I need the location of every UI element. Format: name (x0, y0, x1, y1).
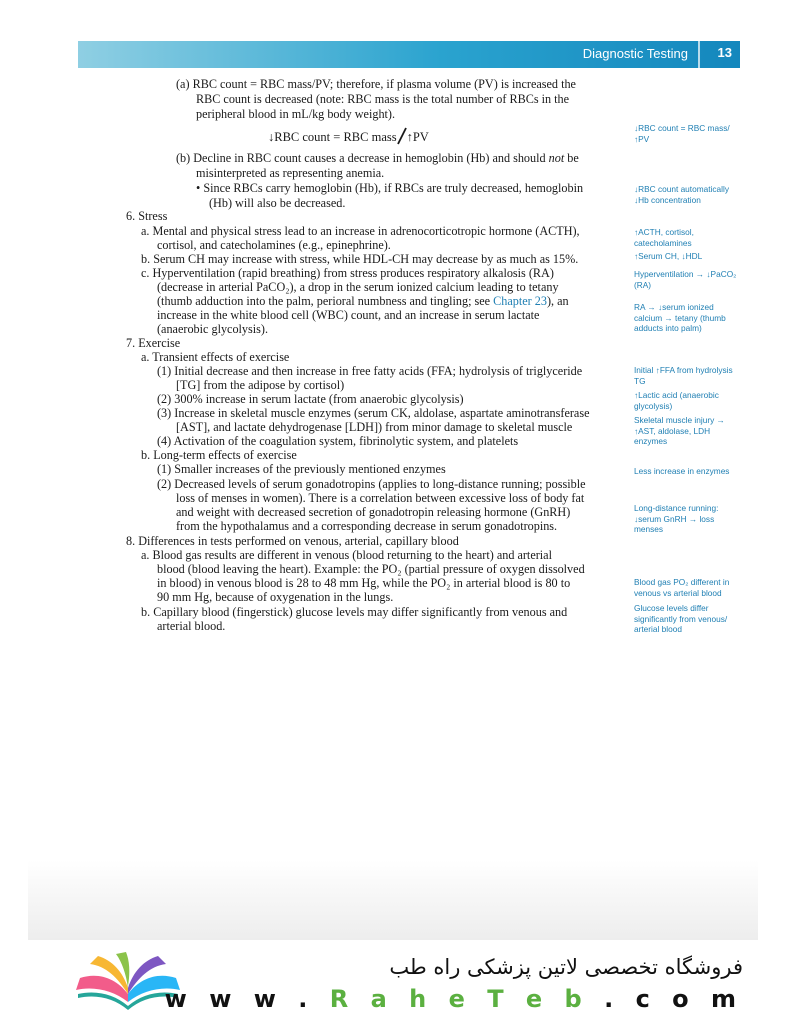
section-7-heading: 7. Exercise (126, 336, 181, 350)
page-header (78, 41, 740, 68)
header-separator (698, 41, 700, 68)
margin-note: Skeletal muscle injury → ↑AST, aldolase, LDH enzymes (634, 415, 725, 446)
section-8-heading: 8. Differences in tests performed on venous, arterial, capillary blood (126, 534, 459, 548)
s7b2-line: and weight with decreased secretion of gonadotropin releasing hormone (GnRH) (176, 505, 571, 519)
s8a-line: in blood) in venous blood is 28 to 48 mm Hg, while the PO₂ in arterial blood is 80 to (157, 576, 571, 590)
formula-left: ↓RBC count = RBC mass (268, 130, 397, 144)
s7b2-line: from the hypothalamus and a corresponding decrease in serum gonadotropins. (176, 519, 558, 533)
chapter-title: Diagnostic Testing (582, 46, 688, 61)
s7b2-line: (2) Decreased levels of serum gonadotropins (applies to long-distance running; possible (157, 477, 586, 491)
margin-note: Initial ↑FFA from hydrolysis TG (634, 365, 733, 386)
margin-note: ↓RBC count automatically ↓Hb concentration (634, 184, 729, 205)
s6c-line: increase in the white blood cell (WBC) count, and an increase in serum lactate (157, 308, 540, 322)
margin-note: Long-distance running: ↓serum GnRH → loss menses (634, 503, 719, 534)
margin-note: Glucose levels differ significantly from venous/ arterial blood (634, 603, 728, 634)
page-bottom-shadow (28, 860, 758, 940)
margin-note: Hyperventilation → ↓PaCO₂ (RA) (634, 269, 737, 290)
item-b-bullet: (Hb) will also be decreased. (209, 196, 346, 210)
s7a2-line: (2) 300% increase in serum lactate (from anaerobic glycolysis) (157, 392, 464, 406)
s7a-heading: a. Transient effects of exercise (141, 350, 290, 364)
margin-note: Less increase in enzymes (634, 466, 730, 476)
s6c-line: (anaerobic glycolysis). (157, 322, 269, 336)
margin-note: ↑Serum CH, ↓HDL (634, 251, 703, 261)
s6a-line: cortisol, and catecholamines (e.g., epinephrine). (157, 238, 391, 252)
s7b1-line: (1) Smaller increases of the previously mentioned enzymes (157, 462, 446, 476)
s6c-line: c. Hyperventilation (rapid breathing) from stress produces respiratory alkalosis (RA) (141, 266, 554, 280)
margin-note: ↑ACTH, cortisol, catecholamines (634, 227, 694, 248)
s6a-line: a. Mental and physical stress lead to an increase in adrenocorticotropic hormone (ACTH), (141, 224, 580, 238)
s7a1-line: [TG] from the adipose by cortisol) (176, 378, 345, 392)
item-b-line: (b) Decline in RBC count causes a decrease in hemoglobin (Hb) and should not be (176, 151, 579, 165)
margin-note: Blood gas PO₂ different in venous vs arterial blood (634, 577, 730, 598)
margin-note: ↓RBC count = RBC mass/↑PV (634, 123, 730, 144)
s7a1-line: (1) Initial decrease and then increase in free fatty acids (FFA; hydrolysis of triglyceride (157, 364, 583, 378)
page-number: 13 (717, 45, 732, 60)
item-a-line: RBC count is decreased (note: RBC mass is the total number of RBCs in the (196, 92, 570, 106)
item-a-line: peripheral blood in mL/kg body weight). (196, 107, 396, 121)
s6c-line: (thumb adduction into the palm, perioral numbness and tingling; see Chapter 23), an (157, 294, 569, 308)
s6b-line: b. Serum CH may increase with stress, while HDL-CH may decrease by as much as 15%. (141, 252, 579, 266)
s7a3-line: [AST], and lactate dehydrogenase [LDH]) from minor damage to skeletal muscle (176, 420, 573, 434)
item-a-line: (a) RBC count = RBC mass/PV; therefore, if plasma volume (PV) is increased the (176, 77, 576, 91)
s7b-heading: b. Long-term effects of exercise (141, 448, 297, 462)
s6c-line: (decrease in arterial PaCO₂), a drop in the serum ionized calcium leading to tetany (157, 280, 559, 294)
s7a4-line: (4) Activation of the coagulation system, fibrinolytic system, and platelets (157, 434, 519, 448)
shop-url[interactable]: w w w . R a h e T e b . c o m (164, 985, 743, 1013)
s7a3-line: (3) Increase in skeletal muscle enzymes (serum CK, aldolase, aspartate aminotransferase (157, 406, 590, 420)
item-b-bullet: • Since RBCs carry hemoglobin (Hb), if RBCs are truly decreased, hemoglobin (196, 181, 584, 195)
rbc-formula (268, 127, 429, 145)
shop-name: فروشگاه تخصصی لاتین پزشکی راه طب (389, 955, 743, 979)
formula-right: ↑PV (406, 130, 429, 144)
section-6-heading: 6. Stress (126, 209, 168, 223)
margin-note: ↑Lactic acid (anaerobic glycolysis) (634, 390, 719, 411)
s8b-line: arterial blood. (157, 619, 226, 633)
division-slash-icon (397, 127, 407, 145)
s8a-line: blood (blood leaving the heart). Example: the PO₂ (partial pressure of oxygen dissolved (157, 562, 585, 576)
s8a-line: a. Blood gas results are different in venous (blood returning to the heart) and arterial (141, 548, 552, 562)
chapter-23-link[interactable]: Chapter 23 (493, 294, 547, 308)
s8a-line: 90 mm Hg, because of oxygenation in the lungs. (157, 590, 394, 604)
margin-note: RA → ↓serum ionized calcium → tetany (thumb adducts into palm) (634, 302, 726, 333)
s8b-line: b. Capillary blood (fingerstick) glucose levels may differ significantly from venous and (141, 605, 568, 619)
item-b-line: misinterpreted as representing anemia. (196, 166, 385, 180)
s7b2-line: loss of menses in women). There is a correlation between excessive loss of body fat (176, 491, 585, 505)
